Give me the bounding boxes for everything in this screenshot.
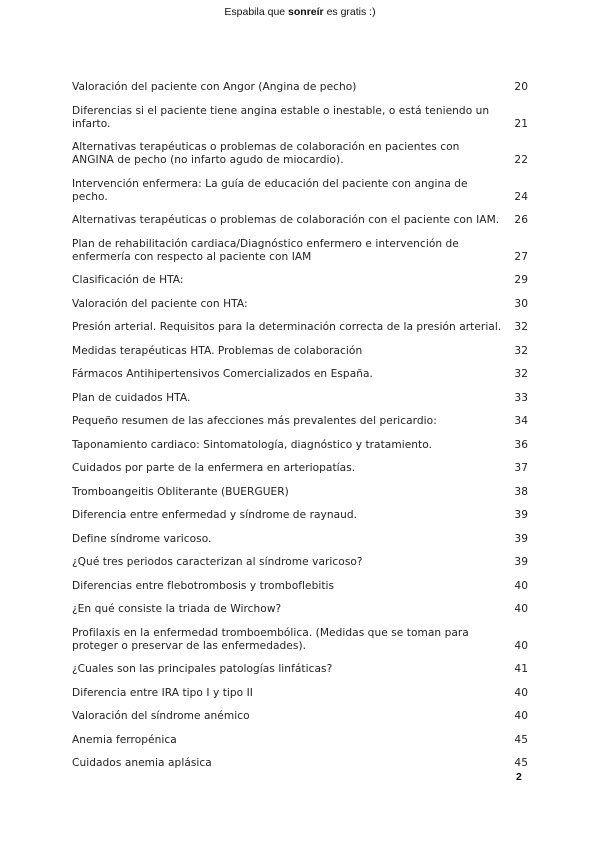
toc-entry-title: Diferencias si el paciente tiene angina estable o inestable, o está teniendo un infarto. [72,104,490,130]
toc-entry-page: 45 [514,757,528,769]
toc-entry-page: 30 [514,297,528,310]
toc-entry-title: Profilaxis en la enfermedad tromboembólica. (Medidas que se toman para proteger o preservar de las enfermedades). [72,626,469,652]
page-number: 2 [516,771,522,783]
toc-entry-title: Anemia ferropénica [72,733,177,746]
toc-entry-page: 26 [514,214,528,226]
toc-entry-page: 40 [514,639,528,652]
toc-entry-page: 45 [514,733,528,746]
toc-entry[interactable] [72,757,528,770]
toc-entry[interactable] [72,556,528,569]
toc-entry[interactable] [72,603,528,616]
toc-entry[interactable] [72,141,528,167]
toc-entry[interactable] [72,238,528,264]
toc-entry-page: 34 [514,415,528,427]
toc-entry[interactable] [72,710,528,723]
toc-entry-title: Valoración del paciente con Angor (Angina de pecho) [72,81,357,93]
toc-entry-title: Diferencia entre enfermedad y síndrome de raynaud. [72,509,358,521]
toc-entry[interactable] [72,415,528,428]
toc-entry[interactable] [72,439,528,452]
toc-entry-title: Cuidados por parte de la enfermera en arteriopatías. [72,462,356,474]
toc-entry-title: Fármacos Antihipertensivos Comercializados en España. [72,368,373,380]
toc-entry-page: 38 [514,485,528,498]
toc-entry[interactable] [72,345,528,358]
table-of-contents [72,81,528,781]
toc-entry-title: Define síndrome varicoso. [72,532,212,545]
toc-entry-page: 29 [514,274,528,286]
toc-entry-page: 40 [514,686,528,699]
toc-entry[interactable] [72,533,528,546]
toc-entry[interactable] [72,214,528,227]
toc-entry-title: Diferencia entre IRA tipo I y tipo II [72,686,253,699]
toc-entry-title: Presión arterial. Requisitos para la determinación correcta de la presión arterial. [72,321,502,333]
toc-entry-title: Plan de rehabilitación cardiaca/Diagnóstico enfermero e intervención de enfermería con respecto al paciente con IAM [72,237,459,263]
toc-entry-page: 22 [514,154,528,166]
toc-entry-title: Medidas terapéuticas HTA. Problemas de colaboración [72,344,363,357]
toc-entry[interactable] [72,368,528,381]
toc-entry-page: 39 [514,532,528,545]
header-bold-word: sonreír [288,6,324,18]
toc-entry-page: 40 [514,579,528,592]
toc-entry-page: 40 [514,603,528,615]
toc-entry-title: Plan de cuidados HTA. [72,391,191,404]
toc-entry[interactable] [72,392,528,405]
toc-entry-page: 39 [514,509,528,521]
toc-entry-page: 37 [514,462,528,474]
page-header [0,6,600,18]
toc-entry[interactable] [72,81,528,94]
toc-entry-title: Clasificación de HTA: [72,274,184,286]
toc-entry-title: Cuidados anemia aplásica [72,757,212,769]
toc-entry-page: 20 [514,81,528,93]
toc-entry-title: Taponamiento cardiaco: Sintomatología, diagnóstico y tratamiento. [72,438,433,451]
toc-entry-title: Tromboangeitis Obliterante (BUERGUER) [72,485,289,498]
toc-entry-page: 27 [514,250,528,263]
toc-entry-title: Alternativas terapéuticas o problemas de colaboración con el paciente con IAM. [72,214,500,226]
toc-entry-page: 33 [514,391,528,404]
toc-entry-title: Diferencias entre flebotrombosis y tromboflebitis [72,579,335,592]
toc-entry-page: 32 [514,368,528,380]
header-suffix: es gratis :) [323,6,376,18]
toc-entry-page: 21 [514,117,528,130]
toc-entry[interactable] [72,663,528,676]
toc-entry[interactable] [72,462,528,475]
toc-entry[interactable] [72,274,528,287]
toc-entry[interactable] [72,509,528,522]
toc-entry[interactable] [72,298,528,311]
toc-entry-page: 41 [514,663,528,675]
toc-entry-page: 40 [514,710,528,722]
toc-entry-title: ¿Cuales son las principales patologías linfáticas? [72,663,333,675]
toc-entry-page: 36 [514,438,528,451]
toc-entry[interactable] [72,105,528,131]
toc-entry-title: Valoración del paciente con HTA: [72,297,248,310]
toc-entry-title: Alternativas terapéuticas o problemas de colaboración en pacientes con ANGINA de pecho (no infarto agudo de miocardio). [72,141,460,166]
toc-entry-page: 32 [514,344,528,357]
toc-entry[interactable] [72,627,528,653]
toc-entry[interactable] [72,321,528,334]
header-prefix: Espabila que [224,6,289,18]
toc-entry-page: 32 [514,321,528,333]
toc-entry[interactable] [72,580,528,593]
toc-entry-title: ¿Qué tres periodos caracterizan al síndrome varicoso? [72,556,363,568]
toc-entry-title: Pequeño resumen de las afecciones más prevalentes del pericardio: [72,415,437,427]
toc-entry-title: Intervención enfermera: La guía de educación del paciente con angina de pecho. [72,177,468,203]
toc-entry-page: 39 [514,556,528,568]
toc-entry[interactable] [72,486,528,499]
toc-entry-title: ¿En qué consiste la triada de Wirchow? [72,603,282,615]
toc-entry[interactable] [72,734,528,747]
toc-entry[interactable] [72,687,528,700]
toc-entry[interactable] [72,178,528,204]
toc-entry-page: 24 [514,190,528,203]
toc-entry-title: Valoración del síndrome anémico [72,710,250,722]
